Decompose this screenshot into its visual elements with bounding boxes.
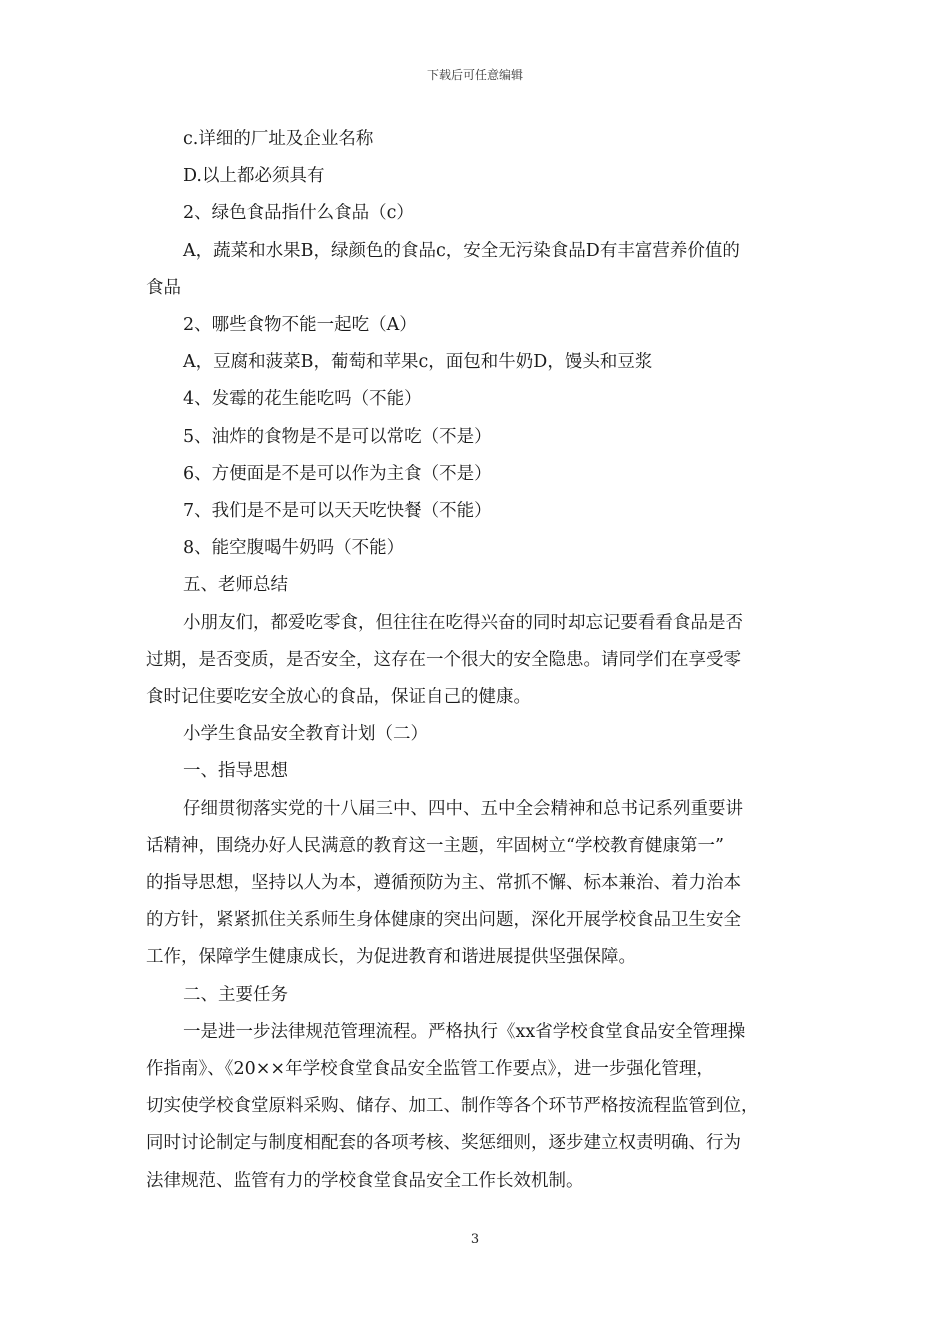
paragraph-line: 食时记住要吃安全放心的食品，保证自己的健康。 xyxy=(146,687,531,708)
document-title: 小学生食品安全教育计划（二） xyxy=(183,724,428,745)
paragraph-line: 作指南》、《20××年学校食堂食品安全监管工作要点》，进一步强化管理， xyxy=(146,1059,714,1080)
section-heading: 一、指导思想 xyxy=(183,761,288,782)
paragraph-line: 小朋友们，都爱吃零食，但往往在吃得兴奋的同时却忘记要看看食品是否 xyxy=(183,612,743,633)
question-line: 4、发霉的花生能吃吗（不能） xyxy=(183,389,422,410)
paragraph-line: 的方针，紧紧抓住关系师生身体健康的突出问题，深化开展学校食品卫生安全 xyxy=(146,910,741,931)
paragraph-line: 法律规范、监管有力的学校食堂食品安全工作长效机制。 xyxy=(146,1170,584,1191)
option-line-continued: 食品 xyxy=(146,277,181,298)
question-line: 8、能空腹喝牛奶吗（不能） xyxy=(183,538,405,559)
question-line: 2、哪些食物不能一起吃（A） xyxy=(183,315,417,336)
paragraph-line: 的指导思想，坚持以人为本，遵循预防为主、常抓不懈、标本兼治、着力治本 xyxy=(146,873,741,894)
paragraph-line: 话精神，围绕办好人民满意的教育这一主题，牢固树立“学校教育健康第一” xyxy=(146,835,724,856)
option-line: A，蔬菜和水果B，绿颜色的食品c，安全无污染食品D有丰富营养价值的 xyxy=(183,240,740,261)
page-number: 3 xyxy=(470,1232,480,1247)
document-body xyxy=(146,121,806,1200)
paragraph-line: 仔细贯彻落实党的十八届三中、四中、五中全会精神和总书记系列重要讲 xyxy=(183,798,743,819)
paragraph-line: 过期，是否变质，是否安全，这存在一个很大的安全隐患。请同学们在享受零 xyxy=(146,649,741,670)
question-line: 7、我们是不是可以天天吃快餐（不能） xyxy=(183,501,492,522)
question-line: 6、方便面是不是可以作为主食（不是） xyxy=(183,463,492,484)
paragraph-line: 同时讨论制定与制度相配套的各项考核、奖惩细则，逐步建立权责明确、行为 xyxy=(146,1133,741,1154)
question-line: 5、油炸的食物是不是可以常吃（不是） xyxy=(183,426,492,447)
paragraph-line: 一是进一步法律规范管理流程。严格执行《xx省学校食堂食品安全管理操 xyxy=(183,1021,746,1042)
question-line: 2、绿色食品指什么食品（c） xyxy=(183,203,414,224)
option-line: D.以上都必须具有 xyxy=(183,166,325,187)
paragraph-line: 切实使学校食堂原料采购、储存、加工、制作等各个环节严格按流程监管到位， xyxy=(146,1096,759,1117)
section-heading: 五、老师总结 xyxy=(183,575,288,596)
option-line: c.详细的厂址及企业名称 xyxy=(183,129,374,149)
section-heading: 二、主要任务 xyxy=(183,984,288,1005)
paragraph-line: 工作，保障学生健康成长，为促进教育和谐进展提供坚强保障。 xyxy=(146,947,636,968)
option-line: A，豆腐和菠菜B，葡萄和苹果c，面包和牛奶D，馒头和豆浆 xyxy=(183,352,653,373)
page-header: 下载后可任意编辑 xyxy=(426,68,523,82)
